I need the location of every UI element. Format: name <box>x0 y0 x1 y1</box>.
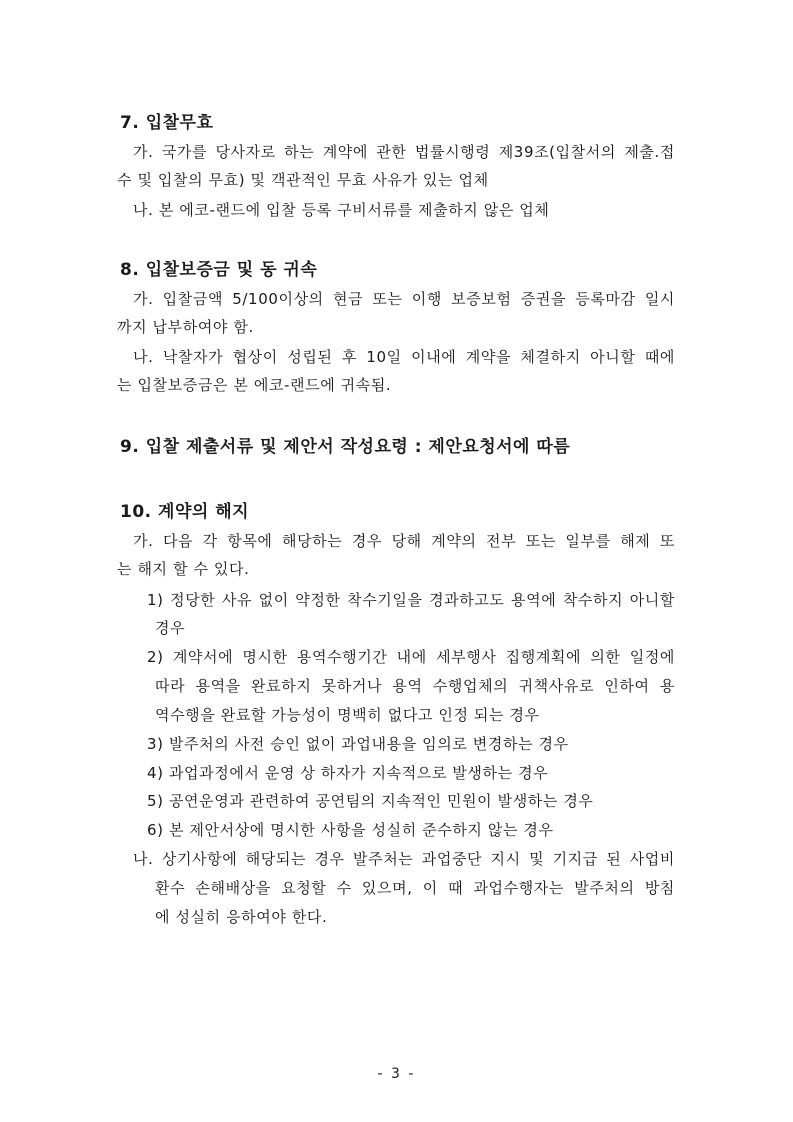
section-10-item-na-line3: 에 성실히 응하여야 한다. <box>155 908 328 926</box>
section-8-item-ga-line2: 까지 납부하여야 함. <box>117 318 254 336</box>
section-10-sub-3: 3) 발주처의 사전 승인 없이 과업내용을 임의로 변경하는 경우 <box>147 735 569 753</box>
section-7-item-na: 나. 본 에코-랜드에 입찰 등록 구비서류를 제출하지 않은 업체 <box>133 201 550 219</box>
section-10-sub-4: 4) 과업과정에서 운영 상 하자가 지속적으로 발생하는 경우 <box>147 764 549 782</box>
section-7-heading: 7. 입찰무효 <box>120 113 214 133</box>
section-10-sub-6: 6) 본 제안서상에 명시한 사항을 성실히 준수하지 않는 경우 <box>147 821 554 839</box>
section-7-item-ga-line2: 수 및 입찰의 무효) 및 객관적인 무효 사유가 있는 업체 <box>117 171 489 189</box>
section-10-item-na-line2: 환수 손해배상을 요청할 수 있으며, 이 때 과업수행자는 발주처의 방침 <box>155 879 675 897</box>
section-8-item-na-line1: 나. 낙찰자가 협상이 성립된 후 10일 이내에 계약을 체결하지 아니할 때에 <box>133 348 675 366</box>
section-10-item-ga-line1: 가. 다음 각 항목에 해당하는 경우 당해 계약의 전부 또는 일부를 해제 또 <box>133 532 675 550</box>
section-10-sub-2-line3: 역수행을 완료할 가능성이 명백히 없다고 인정 되는 경우 <box>155 706 540 724</box>
section-8-heading: 8. 입찰보증금 및 동 귀속 <box>120 260 318 280</box>
section-7-item-ga-line1: 가. 국가를 당사자로 하는 계약에 관한 법률시행령 제39조(입찰서의 제출.접 <box>133 143 675 161</box>
section-10-sub-1-line1: 1) 정당한 사유 없이 약정한 착수기일을 경과하고도 용역에 착수하지 아니할 <box>147 591 675 609</box>
section-10-sub-1-line2: 경우 <box>155 619 186 637</box>
section-10-item-ga-line2: 는 해지 할 수 있다. <box>117 560 250 578</box>
section-10-heading: 10. 계약의 해지 <box>120 502 250 522</box>
section-8-item-ga-line1: 가. 입찰금액 5/100이상의 현금 또는 이행 보증보험 증권을 등록마감 일시 <box>133 290 675 308</box>
section-10-sub-5: 5) 공연운영과 관련하여 공연팀의 지속적인 민원이 발생하는 경우 <box>147 792 594 810</box>
section-8-item-na-line2: 는 입찰보증금은 본 에코-랜드에 귀속됨. <box>117 376 392 394</box>
section-10-item-na-line1: 나. 상기사항에 해당되는 경우 발주처는 과업중단 지시 및 기지급 된 사업비 <box>133 850 675 868</box>
page-number: - 3 - <box>377 1066 416 1082</box>
section-10-sub-2-line1: 2) 계약서에 명시한 용역수행기간 내에 세부행사 집행계획에 의한 일정에 <box>147 648 675 666</box>
section-10-sub-2-line2: 따라 용역을 완료하지 못하거나 용역 수행업체의 귀책사유로 인하여 용 <box>155 677 675 695</box>
section-9-heading: 9. 입찰 제출서류 및 제안서 작성요령 : 제안요청서에 따름 <box>120 437 571 457</box>
